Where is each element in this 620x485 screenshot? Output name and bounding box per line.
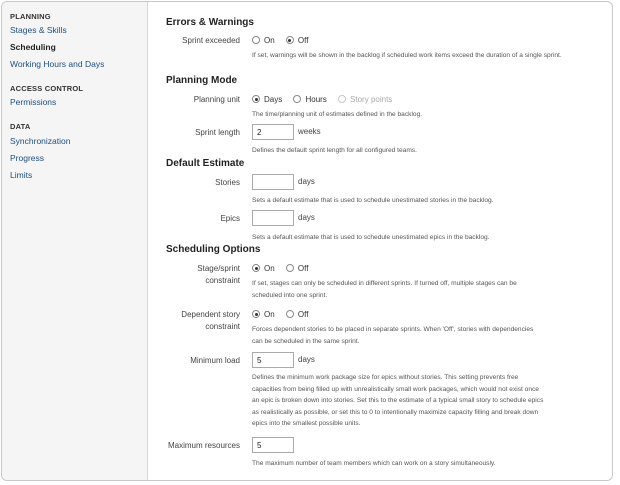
epics-estimate-label: Epics [220, 214, 240, 223]
radio-disabled-icon [338, 95, 346, 103]
stories-estimate-label: Stories [215, 178, 240, 187]
stage-sprint-off-option[interactable]: Off [286, 264, 309, 273]
epics-estimate-description: Sets a default estimate that is used to schedule unestimated epics in the backlog. [252, 234, 490, 241]
sidebar-item-permissions[interactable]: Permissions [10, 97, 57, 107]
planning-unit-days-option[interactable]: Days [252, 95, 282, 104]
radio-icon[interactable] [286, 264, 294, 272]
radio-icon[interactable] [293, 95, 301, 103]
radio-icon[interactable] [252, 36, 260, 44]
sidebar-item-progress[interactable]: Progress [10, 153, 45, 163]
planning-unit-hours-option[interactable]: Hours [293, 95, 326, 104]
settings-window [1, 1, 613, 481]
planning-unit-story-points-option: Story points [338, 95, 392, 104]
stage-sprint-constraint-label: Stage/sprint constraint [197, 264, 240, 285]
stage-sprint-on-option[interactable]: On [252, 264, 275, 273]
planning-unit-description: The time/planning unit of estimates defined in the backlog. [252, 111, 423, 118]
stories-estimate-input[interactable] [252, 174, 294, 190]
sidebar-item-limits[interactable]: Limits [10, 170, 33, 180]
radio-selected-icon[interactable] [252, 95, 260, 103]
epics-estimate-unit: days [298, 213, 315, 222]
radio-selected-icon[interactable] [252, 310, 260, 318]
sidebar-heading-data: DATA [10, 122, 31, 131]
dependent-story-description: Forces dependent stories to be placed in separate sprints. When 'Off', stories with dependencies can be scheduled in the same sprint. [252, 326, 534, 345]
epics-estimate-input[interactable] [252, 210, 294, 226]
sidebar-heading-access-control: ACCESS CONTROL [10, 84, 84, 93]
stories-estimate-description: Sets a default estimate that is used to schedule unestimated stories in the backlog. [252, 197, 494, 204]
sprint-length-unit: weeks [298, 127, 321, 136]
radio-selected-icon[interactable] [286, 36, 294, 44]
radio-icon[interactable] [286, 310, 294, 318]
minimum-load-input[interactable]: 5 [252, 352, 294, 368]
sidebar-heading-planning: PLANNING [10, 12, 51, 21]
minimum-load-description: Defines the minimum work package size for epics without stories. This setting prevents free capacities from being filled up with unrealistically small work packages, which would not exist once an epic is broken down into stories. Set this to the estimate of a typical small story to schedule epics as realistically as possible, or set this to 0 to intentionally maximize capacity filling and break down epics into the smallest possible units. [252, 374, 544, 427]
section-title-planning-mode: Planning Mode [166, 75, 238, 86]
section-title-default-estimate: Default Estimate [166, 158, 245, 169]
stage-sprint-radio-group [252, 264, 317, 273]
stage-sprint-description: If set, stages can only be scheduled in different sprints. If turned off, multiple stages can be scheduled into one sprint. [252, 280, 517, 299]
sprint-length-description: Defines the default sprint length for all configured teams. [252, 147, 417, 154]
dependent-story-on-option[interactable]: On [252, 310, 275, 319]
sidebar [2, 2, 148, 480]
sprint-length-label: Sprint length [195, 128, 240, 137]
maximum-resources-description: The maximum number of team members which can work on a story simultaneously. [252, 460, 496, 467]
sidebar-item-working-hours[interactable]: Working Hours and Days [10, 59, 105, 69]
sprint-exceeded-description: If set, warnings will be shown in the backlog if scheduled work items exceed the duration of a single sprint. [252, 52, 562, 59]
sidebar-item-stages-skills[interactable]: Stages & Skills [10, 25, 67, 35]
sidebar-item-scheduling[interactable]: Scheduling [10, 42, 56, 52]
planning-unit-label: Planning unit [193, 95, 240, 104]
minimum-load-unit: days [298, 355, 315, 364]
sprint-exceeded-off-option[interactable]: Off [286, 36, 309, 45]
stories-estimate-unit: days [298, 177, 315, 186]
dependent-story-constraint-label: Dependent story constraint [181, 310, 240, 331]
radio-selected-icon[interactable] [252, 264, 260, 272]
planning-unit-radio-group [252, 95, 401, 104]
sprint-exceeded-radio-group [252, 36, 317, 45]
settings-content [148, 2, 612, 480]
dependent-story-radio-group [252, 310, 317, 319]
maximum-resources-input[interactable]: 5 [252, 437, 294, 453]
sprint-exceeded-on-option[interactable]: On [252, 36, 275, 45]
maximum-resources-label: Maximum resources [167, 441, 240, 450]
sprint-length-input[interactable]: 2 [252, 124, 294, 140]
minimum-load-label: Minimum load [190, 356, 240, 365]
sidebar-item-synchronization[interactable]: Synchronization [10, 136, 71, 146]
section-title-scheduling-options: Scheduling Options [166, 244, 261, 255]
section-title-errors: Errors & Warnings [166, 17, 254, 28]
sprint-exceeded-label: Sprint exceeded [182, 36, 240, 45]
dependent-story-off-option[interactable]: Off [286, 310, 309, 319]
